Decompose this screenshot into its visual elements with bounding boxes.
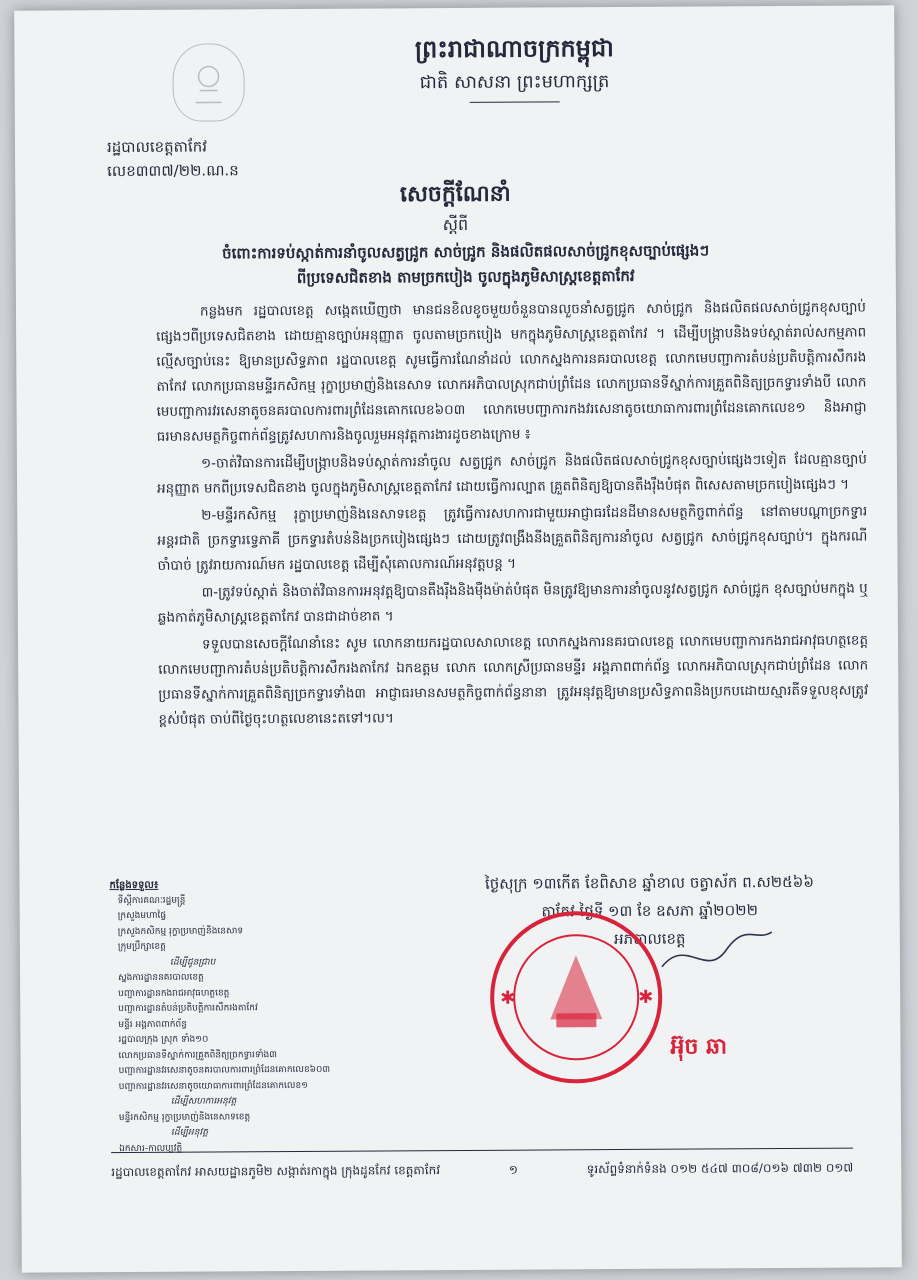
page-number: ១ — [508, 1162, 518, 1177]
document-title: សេចក្តីណែនាំ — [399, 181, 511, 208]
footer-address: រដ្ឋបាលខេត្តតាកែវ អាសយដ្ឋានភូមិ២ សង្កាត់រកាក្នុង ក្រុងដូនកែវ ខេត្តតាកែវ — [111, 1163, 441, 1180]
solar-date: តាកែវ ថ្ងៃទី ១៣ ខែ ឧសភា ឆ្នាំ២០២២ — [541, 901, 758, 921]
body-paragraph: កន្លងមក រដ្ឋបាលខេត្ត សង្កេតឃើញថា មានជនខិលខូចមួយចំនួនបានលួចនាំសត្វជ្រូក សាច់ជ្រូក និងផលិតផលសាច់ជ្រូកខុសច្បាប់ផ្សេងៗពីប្រទេសជិតខាង ដោយគ្មានច្បាប់អនុញ្ញាត ចូលតាមច្រកបៀង មកក្នុងភូមិសាស្ត្រខេត្តតាកែវ ។ ដើម្បីបង្ក្រាបនិងទប់ស្កាត់រាល់សកម្មភាពល្មើសច្បាប់នេះ ឱ្យមានប្រសិទ្ធភាព រដ្ឋបាលខេត្ត សូមធ្វើការណែនាំដល់ លោកស្នងការនគរបាលខេត្ត លោកមេបញ្ជាការតំបន់ប្រតិបត្តិការសឹករងតាកែវ លោកប្រធានមន្ទីរកសិកម្ម រុក្ខាប្រមាញ់និងនេសាទ លោកអភិបាលស្រុកជាប់ព្រំដែន លោកប្រធានទីស្នាក់ការគ្រួតពិនិត្យច្រកទ្វារទាំងបី លោកមេបញ្ជាការវរសេនាតូចនគរបាលការពារព្រំដែនគោកលេខ៦០៣ លោកមេបញ្ជាការកងវរសេនាតូចយោធាការពារព្រំដែនគោកលេខ១ និងអាជ្ញាធរមានសមត្ថកិច្ចពាក់ព័ន្ធត្រូវសហការនិងចូលរួមអនុវត្តការងារដូចខាងក្រោម ៖ — [156, 299, 867, 445]
recipient-note: ដើម្បីសហការអនុវត្ត — [170, 1096, 237, 1107]
svg-text:✱: ✱ — [500, 987, 516, 1009]
lunar-date: ថ្ងៃសុក្រ ១៣កើត ខែពិសាខ ឆ្នាំខាល ចត្វាស័ក ព.ស២៥៦៦ — [484, 872, 815, 893]
recipient-item: លោកប្រធានទីស្នាក់ការគ្រួតពិនិត្យច្រកទ្វារទាំង៣ — [118, 1049, 277, 1061]
subject-line: ពីប្រទេសជិតខាង តាមច្រកបៀង ចូលក្នុងភូមិសាស្ត្រខេត្តតាកែវ — [296, 266, 635, 287]
recipient-item: ក្រសួងកសិកម្ម រុក្ខាប្រមាញ់និងនេសាទ — [117, 925, 244, 937]
recipients-list — [109, 876, 401, 1157]
signer-name: អ៊ុច ឆា — [670, 1034, 728, 1060]
svg-text:✱: ✱ — [638, 986, 654, 1008]
page-footer — [111, 1160, 853, 1183]
recipient-item: រដ្ឋបាលក្រុង ស្រុក ទាំង១០ — [118, 1034, 209, 1046]
footer-phone: ទូរស័ព្ទទំនាក់ទំនង ០១២ ៥៤៧ ៣០៨/០១៦ ៧៣២ ០១៧ — [586, 1160, 854, 1177]
motto-divider — [470, 101, 560, 103]
recipient-item: ក្រុមប្រឹក្សាខេត្ត — [117, 941, 166, 953]
subject-line: ចំពោះការទប់ស្កាត់ការនាំចូលសត្វជ្រូក សាច់ជ្រូក និងផលិតផលសាច់ជ្រូកខុសច្បាប់ផ្សេងៗ — [222, 241, 710, 263]
document-subject — [146, 238, 786, 292]
recipient-note: ដើម្បីជូនជ្រាប — [169, 956, 216, 968]
national-motto: ជាតិ សាសនា ព្រះមហាក្សត្រ — [419, 71, 610, 94]
signer-title: អភិបាលខេត្ត — [614, 929, 686, 949]
recipient-note: ដើម្បីអនុវត្ត — [170, 1127, 209, 1138]
recipient-item: ឯកសារ-កាលប្បវត្តិ — [119, 1143, 183, 1154]
emblem-icon — [172, 43, 244, 121]
recipient-item: បញ្ជាការដ្ឋានវរសេនាតូចយោធាការពារព្រំដែនគោកលេខ១ — [118, 1080, 309, 1092]
recipient-item: បញ្ជាការដ្ឋានវរសេនាតូចនគរបាលការពារព្រំដែនគោកលេខ៦០៣ — [118, 1064, 331, 1077]
body-paragraph: ទទួលបានសេចក្តីណែនាំនេះ សូម លោកនាយករដ្ឋបាលសាលាខេត្ត លោកស្នងការនគរបាលខេត្ត លោកមេបញ្ជាការកងរាជអាវុធហត្ថខេត្ត លោកមេបញ្ជាការតំបន់ប្រតិបត្តិការសឹករងតាកែវ ឯកឧត្តម លោក លោកស្រីប្រធានមន្ទីរ អង្គភាពពាក់ព័ន្ធ លោកអភិបាលស្រុកជាប់ព្រំដែន លោកប្រធានទីស្នាក់ការគ្រួតពិនិត្យច្រកទ្វារទាំង៣ អាជ្ញាធរមានសមត្ថកិច្ចពាក់ព័ន្ធនានា ត្រូវអនុវត្តឱ្យមានប្រសិទ្ធភាពនិងប្រកបដោយស្មារតីទទួលខុសត្រូវខ្ពស់បំផុត ចាប់ពីថ្ងៃចុះហត្ថលេខានេះតទៅ។ល។ — [158, 632, 869, 728]
body-paragraph: ៣-ត្រូវទប់ស្កាត់ និងចាត់វិធានការអនុវត្តឱ្យបានតឹងរ៉ឹងនិងម៉ឺងម៉ាត់បំផុត មិនត្រូវឱ្យមានការនាំចូលនូវសត្វជ្រូក សាច់ជ្រូក ខុសច្បាប់មកក្នុង ឬឆ្លងកាត់ភូមិសាស្ត្រខេត្តតាកែវ បានជាដាច់ខាត ។ — [157, 580, 868, 626]
recipient-item: មន្ទីរកសិកម្ម រុក្ខាប្រមាញ់និងនេសាទខេត្ត — [118, 1111, 251, 1123]
subject-label: ស្តីពី — [442, 214, 469, 235]
document-sheet — [14, 5, 902, 1272]
recipient-item: បញ្ជាការដ្ឋានតំបន់ប្រតិបត្តិការសឹករងតាកែវ — [118, 1003, 258, 1015]
recipient-item: ក្រសួងមហាផ្ទៃ — [117, 910, 167, 922]
issuing-office: រដ្ឋបាលខេត្តតាកែវ — [106, 137, 208, 157]
reference-number: លេខ៣៣៧/២២.ណ.ន — [107, 161, 239, 181]
recipient-item: បញ្ជាការដ្ឋានកងរាជអាវុធហត្ថខេត្ត — [118, 987, 230, 999]
body-paragraph: ១-ចាត់វិធានការដើម្បីបង្ក្រាបនិងទប់ស្កាត់ការនាំចូល សត្វជ្រូក សាច់ជ្រូក និងផលិតផលសាច់ជ្រូកខុសច្បាប់ផ្សេងៗទៀត ដែលគ្មានច្បាប់អនុញ្ញាត មកពីប្រទេសជិតខាង ចូលក្នុងភូមិសាស្ត្រខេត្តតាកែវ ដោយធ្វើការល្បាត គ្រួតពិនិត្យឱ្យបានតឹងរ៉ឹងបំផុត ពិសេសតាមច្រកបៀងផ្សេងៗ ។ — [157, 451, 867, 497]
recipient-item: ទីស្តីការគណៈរដ្ឋមន្ត្រី — [117, 895, 186, 906]
handwritten-signature-icon — [656, 926, 776, 987]
official-seal-icon — [488, 909, 665, 1086]
document-body — [156, 296, 869, 735]
recipient-item: ស្នងការដ្ឋាននគរបាលខេត្ត — [118, 972, 204, 984]
body-paragraph: ២-មន្ទីរកសិកម្ម រុក្ខាប្រមាញ់និងនេសាទខេត្ត ត្រូវធ្វើការសហការជាមួយអាជ្ញាធរដែនដីមានសមត្ថកិច្ចពាក់ព័ន្ធ នៅតាមបណ្តាច្រកទ្វារអន្តរជាតិ ច្រកទ្វារទ្វេភាគី ច្រកទ្វារតំបន់និងច្រកបៀងផ្សេងៗ ដោយត្រូវពង្រឹងនីងគ្រួតពិនិត្យការនាំចូល សត្វជ្រូក សាច់ជ្រូកខុសច្បាប់។ ក្នុងករណីចាំបាច់ ត្រូវរាយការណ៍មក រដ្ឋបាលខេត្ត ដើម្បីសុំគោលការណ៍អនុវត្តបន្ត ។ — [157, 503, 868, 574]
recipients-heading: កន្លែងទទួល៖ — [109, 879, 159, 892]
kingdom-title: ព្រះរាជាណាចក្រកម្ពុជា — [414, 34, 614, 64]
recipient-item: មន្ទីរ អង្គភាពពាក់ព័ន្ធ — [118, 1019, 187, 1030]
